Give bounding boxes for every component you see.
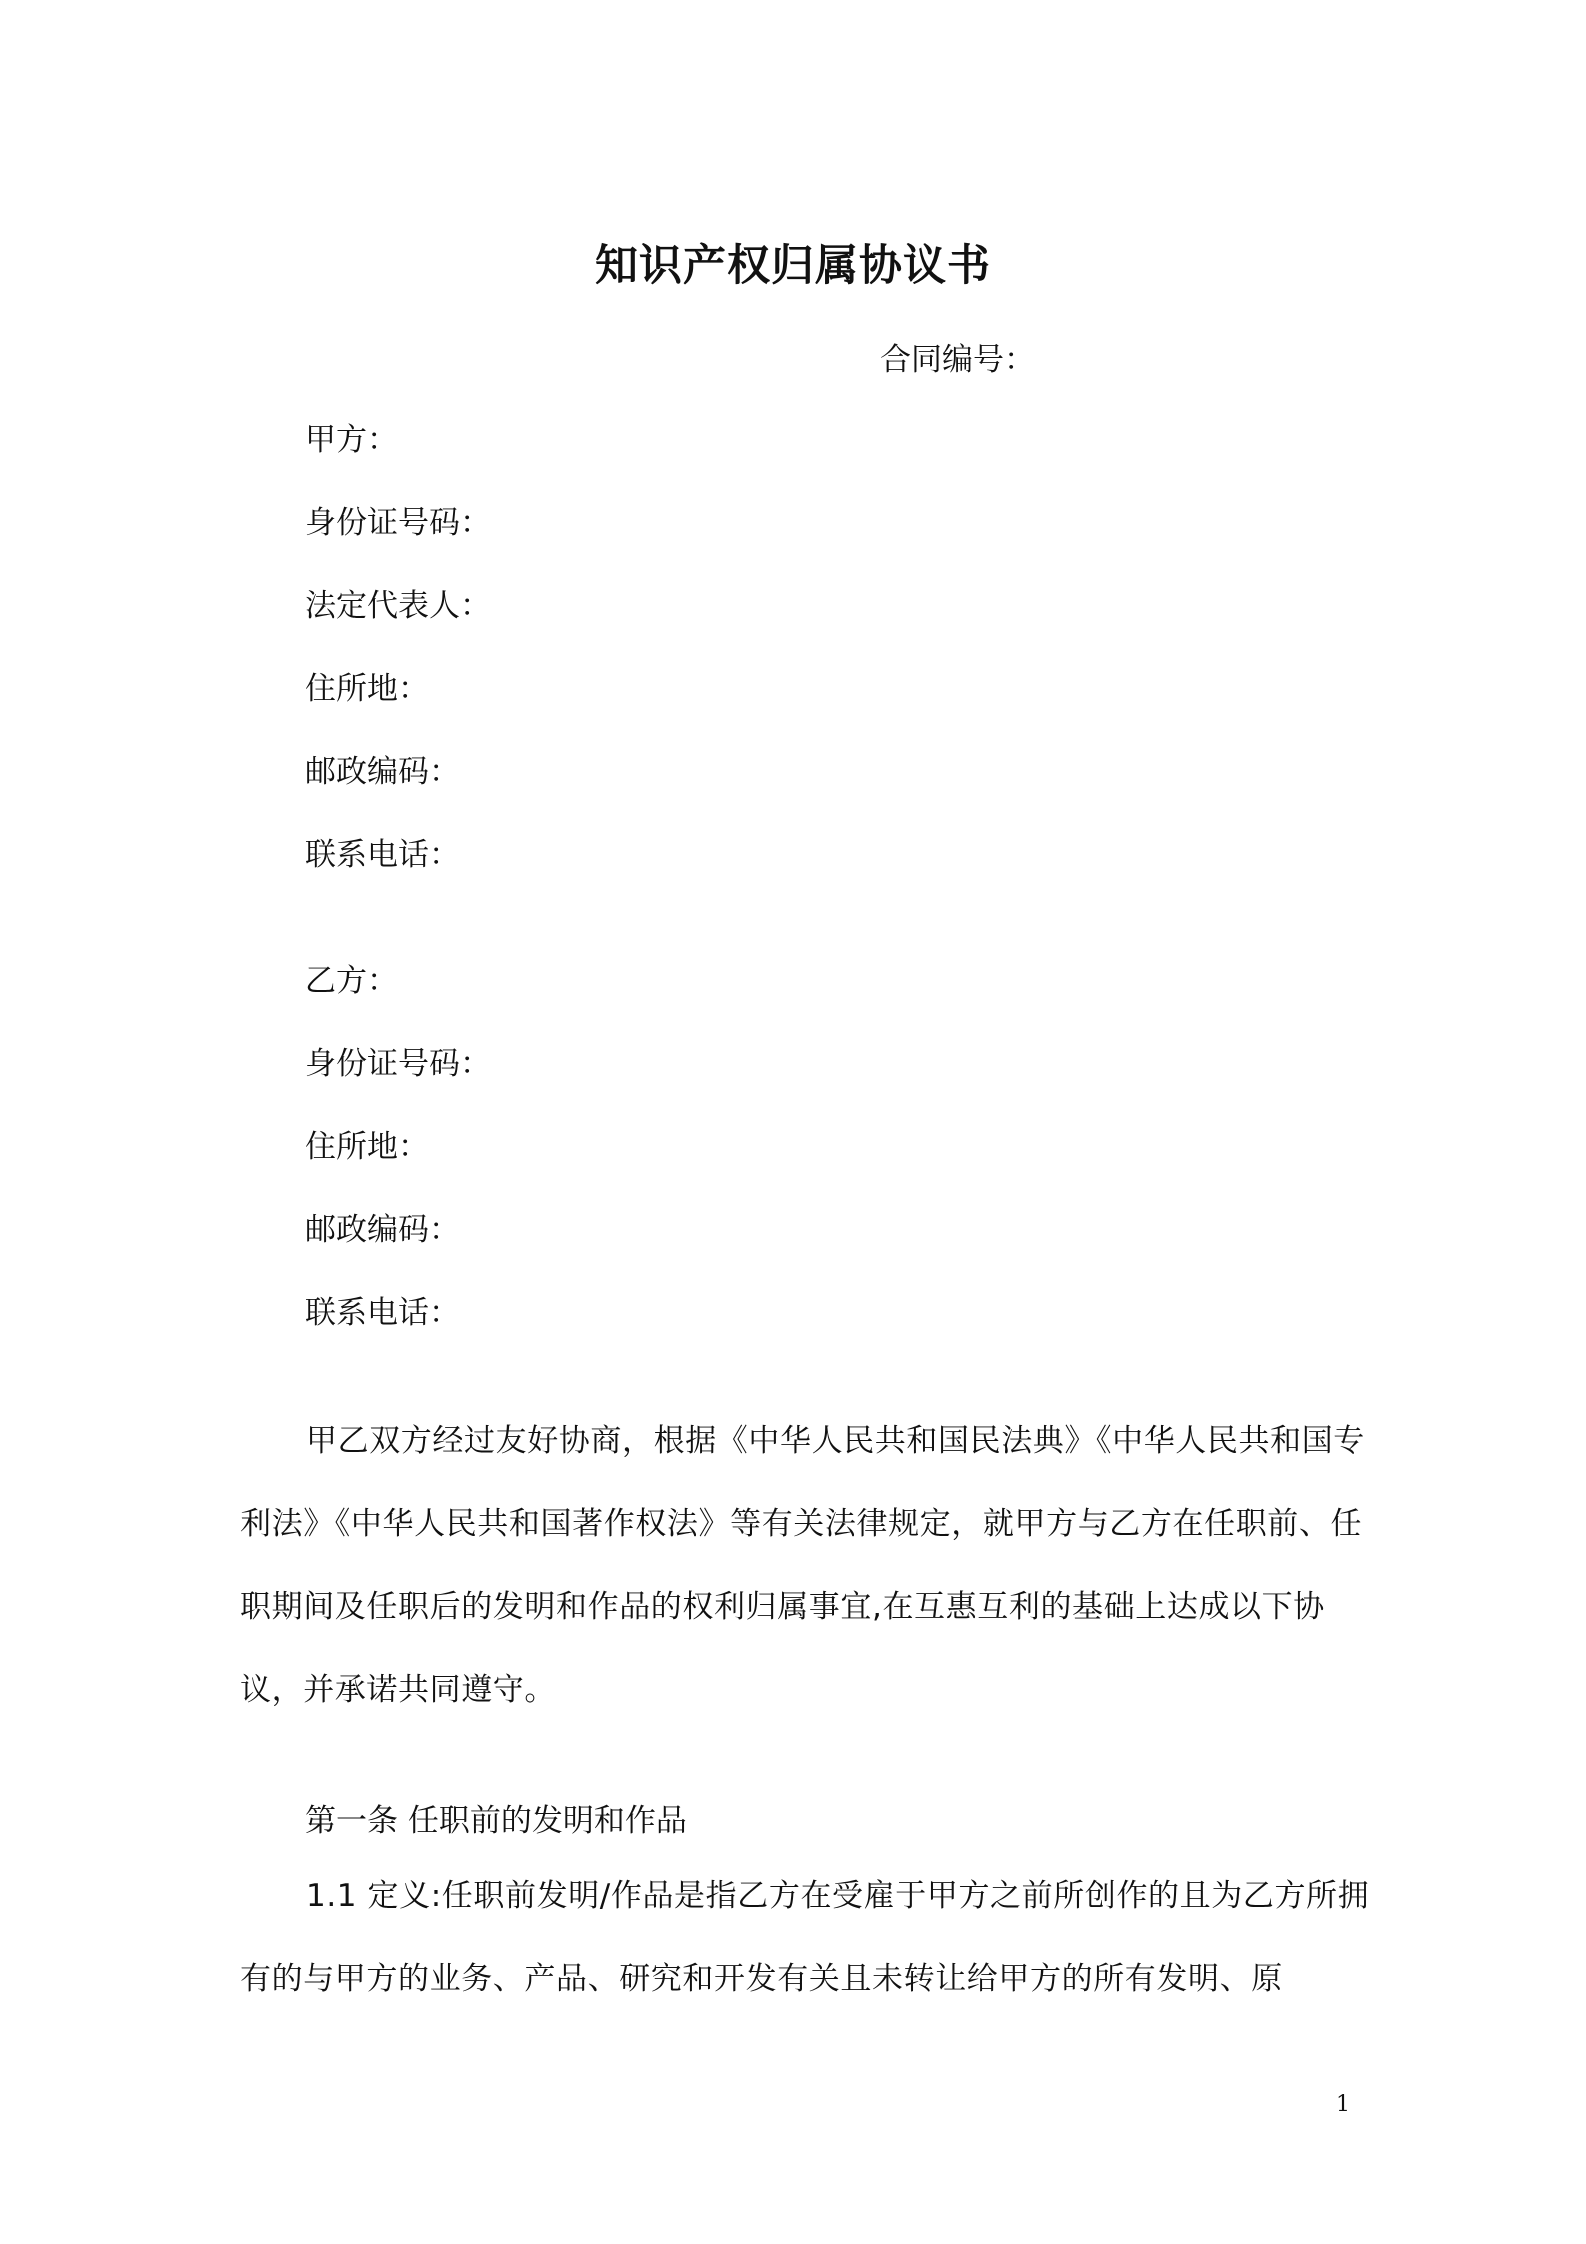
article-1-1-paragraph: 1.1 定义:任职前发明/作品是指乙方在受雇于甲方之前所创作的且为乙方所拥有的与甲方的业务、产品、研究和开发有关且未转让给甲方的所有发明、原	[240, 1878, 1370, 1997]
page-number: 1	[1336, 2092, 1350, 2117]
intro-paragraph: 甲乙双方经过友好协商，根据《中华人民共和国民法典》《中华人民共和国专利法》《中华人民共和国著作权法》等有关法律规定，就甲方与乙方在任职前、任职期间及任职后的发明和作品的权利归属事宜,在互惠互利的基础上达成以下协议，并承诺共同遵守。	[240, 1423, 1365, 1708]
article-1-heading: 第一条 任职前的发明和作品	[305, 1803, 687, 1839]
party-a-name-label: 甲方：	[305, 422, 398, 458]
party-b-name-label: 乙方：	[305, 963, 398, 999]
party-b-address-label: 住所地：	[305, 1129, 429, 1165]
contract-number-label: 合同编号：	[880, 342, 1035, 378]
document-title: 知识产权归属协议书	[595, 241, 991, 291]
party-a-address-label: 住所地：	[305, 671, 429, 707]
party-b-id-label: 身份证号码：	[305, 1046, 491, 1082]
party-a-phone-label: 联系电话：	[305, 837, 460, 873]
party-a-legal-rep-label: 法定代表人：	[305, 588, 491, 624]
party-a-postal-label: 邮政编码：	[305, 754, 460, 790]
party-b-phone-label: 联系电话：	[305, 1295, 460, 1331]
party-a-id-label: 身份证号码：	[305, 505, 491, 541]
party-b-postal-label: 邮政编码：	[305, 1212, 460, 1248]
